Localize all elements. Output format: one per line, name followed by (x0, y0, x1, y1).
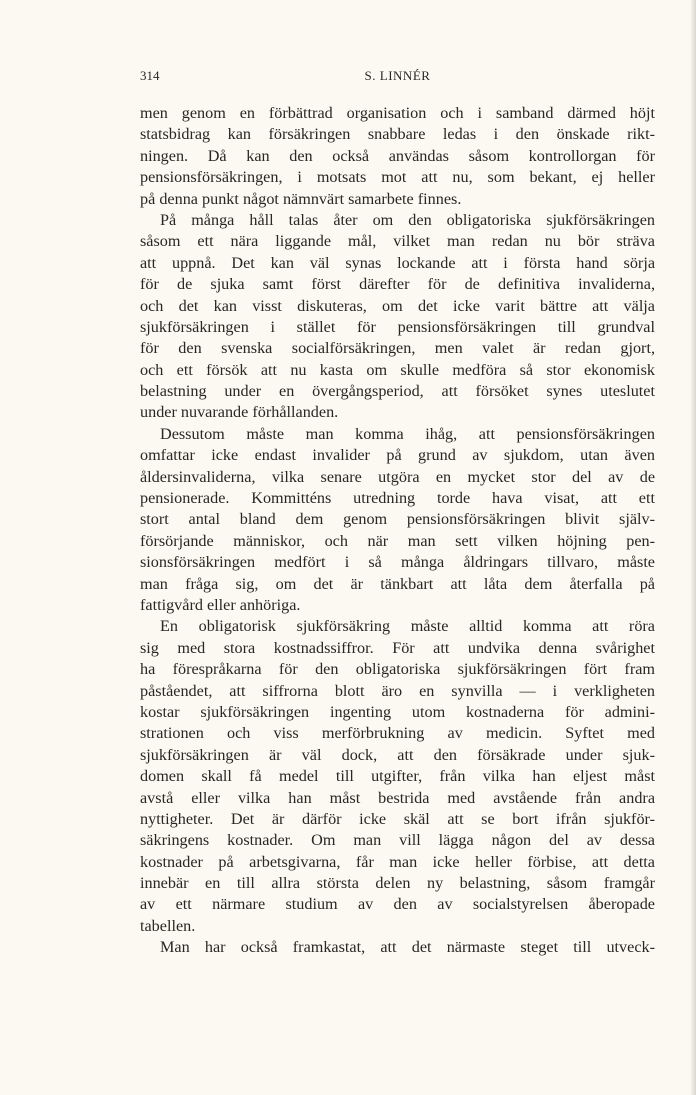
text-line: säkringens kostnader. Om man vill lägga någon del av dessa (140, 831, 655, 850)
text-line: belastning under en övergångsperiod, att försöket synes uteslutet (140, 382, 655, 401)
text-line: såsom ett nära liggande mål, vilket man redan nu bör sträva (140, 232, 655, 251)
text-line: sig med stora kostnadssiffror. För att undvika denna svårighet (140, 638, 655, 657)
text-line: ha förespråkarna för den obligatoriska sjukförsäkringen fört fram (140, 660, 655, 679)
text-line: avstå eller vilka han måst bestrida med avstående från andra (140, 788, 655, 807)
text-line: Man har också framkastat, att det närmaste steget till utveck- (160, 938, 655, 957)
text-line: tabellen. (140, 916, 196, 935)
text-line: kostar sjukförsäkringen ingenting utom kostnaderna för admini- (140, 702, 655, 721)
text-line: försörjande människor, och när man sett vilken höjning pen- (140, 531, 655, 550)
text-line: och det kan visst diskuteras, om det icke varit bättre att välja (140, 296, 655, 315)
page-edge (690, 0, 696, 1095)
text-line: nyttigheter. Det är därför icke skäl att se bort ifrån sjukför- (140, 809, 655, 828)
text-line: sjukförsäkringen i stället för pensionsförsäkringen till grundval (140, 317, 655, 336)
text-line: På många håll talas åter om den obligatoriska sjukförsäkringen (160, 210, 655, 229)
paragraph (140, 616, 655, 937)
paragraph (140, 103, 655, 210)
text-line: pensionsförsäkringen, i motsats mot att nu, som bekant, ej heller (140, 168, 655, 187)
text-line: ningen. Då kan den också användas såsom kontrollorgan för (140, 146, 655, 165)
text-line: statsbidrag kan försäkringen snabbare ledas i den önskade rikt- (140, 125, 655, 144)
text-line: sionsförsäkringen medfört i så många åldringars tillvaro, måste (140, 553, 655, 572)
body-text (140, 103, 655, 959)
text-line: strationen och viss merförbrukning av medicin. Syftet med (140, 724, 655, 743)
text-line: att uppnå. Det kan väl synas lockande att i första hand sörja (140, 253, 655, 272)
text-line: man fråga sig, om det är tänkbart att låta dem återfalla på (140, 574, 655, 593)
page-header (140, 68, 655, 88)
text-line: för den svenska socialförsäkringen, men valet är redan gjort, (140, 339, 655, 358)
text-line: stort antal bland dem genom pensionsförsäkringen blivit själv- (140, 510, 655, 529)
text-line: En obligatorisk sjukförsäkring måste alltid komma att röra (160, 617, 655, 636)
paragraph (140, 424, 655, 617)
text-line: omfattar icke endast invalider på grund av sjukdom, utan även (140, 446, 655, 465)
text-line: påståendet, att siffrorna blott äro en synvilla — i verkligheten (140, 681, 655, 700)
page-number: 314 (140, 68, 160, 83)
paragraph (140, 937, 655, 958)
text-line: Dessutom måste man komma ihåg, att pensionsförsäkringen (160, 424, 655, 443)
text-line: fattigvård eller anhöriga. (140, 595, 301, 614)
text-line: av ett närmare studium av den av socialstyrelsen åberopade (140, 895, 655, 914)
text-line: åldersinvaliderna, vilka senare utgöra en mycket stor del av de (140, 467, 655, 486)
text-line: pensionerade. Kommitténs utredning torde hava visat, att ett (140, 489, 655, 508)
text-line: och ett försök att nu kasta om skulle medföra så stor ekonomisk (140, 360, 655, 379)
text-line: men genom en förbättrad organisation och i samband därmed höjt (140, 104, 655, 122)
text-line: under nuvarande förhållanden. (140, 403, 339, 422)
text-line: på denna punkt något nämnvärt samarbete finnes. (140, 189, 462, 208)
running-head: S. LINNÉR (364, 68, 431, 83)
text-line: kostnader på arbetsgivarna, får man icke heller förbise, att detta (140, 852, 655, 871)
text-line: domen skall få medel till utgifter, från vilka han eljest måst (140, 767, 655, 786)
text-line: sjukförsäkringen är väl dock, att den försäkrade under sjuk- (140, 745, 655, 764)
paragraph (140, 210, 655, 424)
text-line: innebär en till allra största delen ny belastning, såsom framgår (140, 874, 655, 893)
text-line: för de sjuka samt först därefter för de definitiva invaliderna, (140, 275, 655, 294)
